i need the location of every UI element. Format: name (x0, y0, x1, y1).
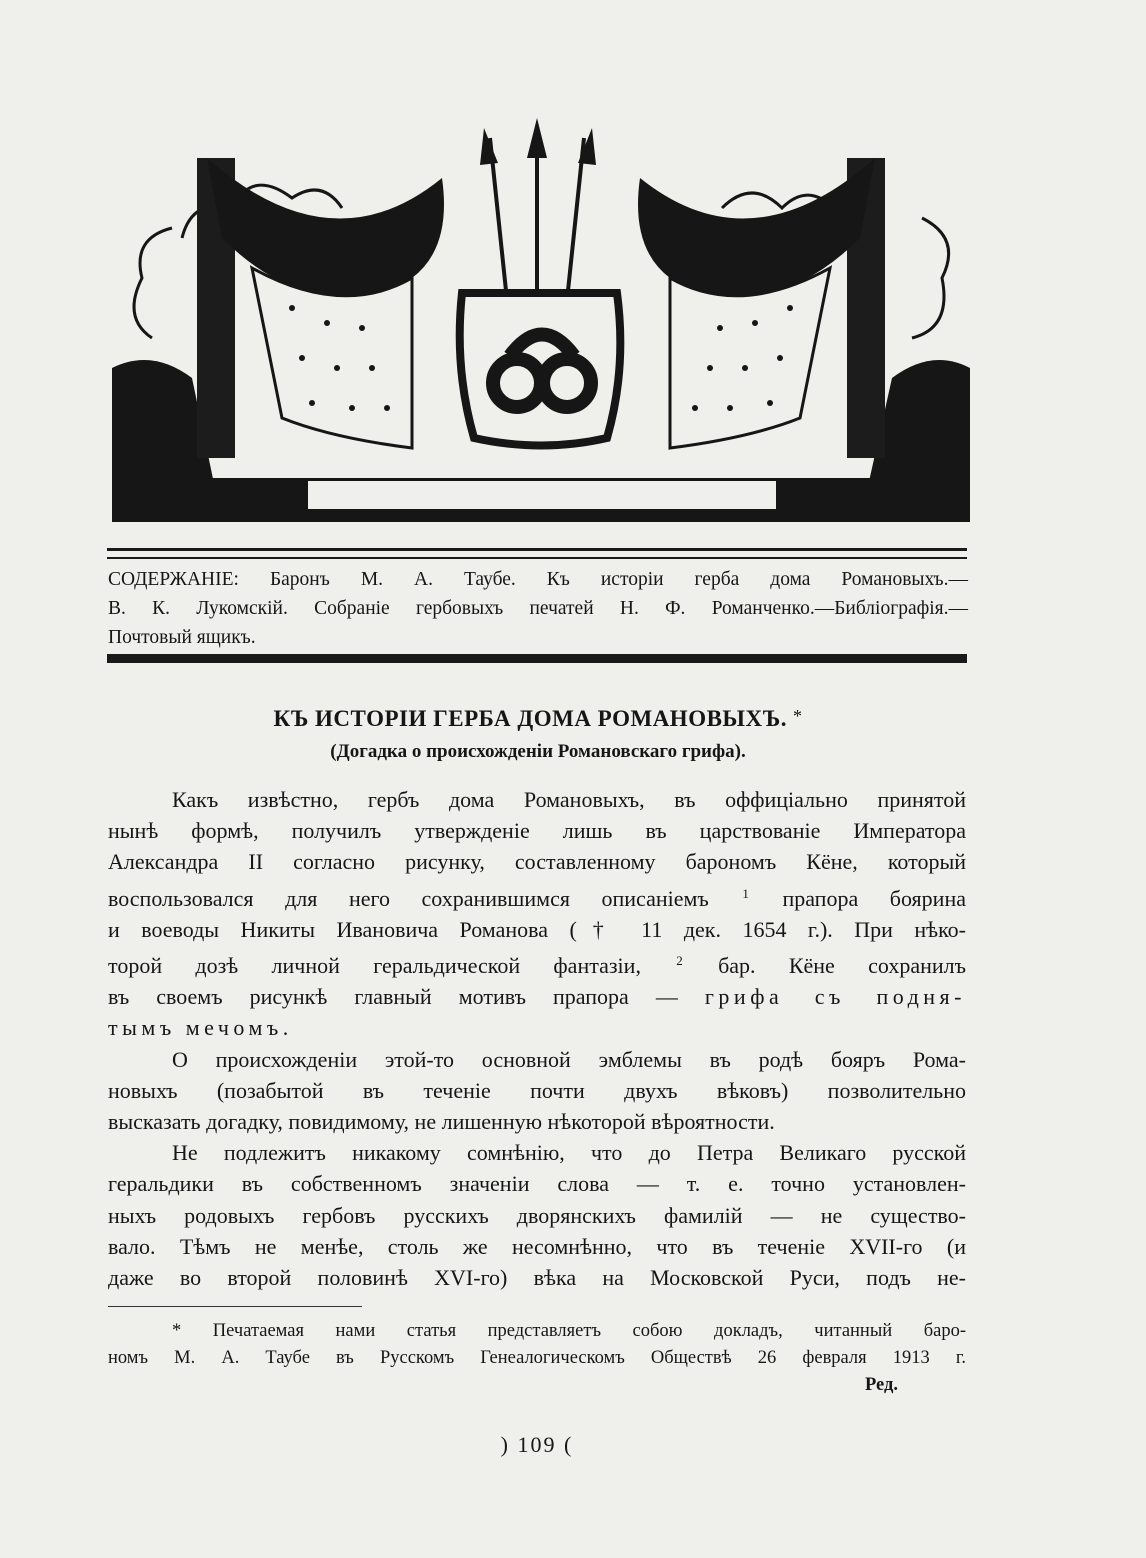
body-line: Не подлежитъ никакому сомнѣнiю, что до Петра Великаго русской (172, 1140, 966, 1166)
body-line (108, 878, 966, 914)
body-line: вало. Тѣмъ не менѣе, столь же несомнѣнно, что въ теченiе XVII-го (и (108, 1233, 966, 1259)
body-emphasis: грифа съ подня- (704, 984, 967, 1010)
body-emphasis: тымъ мечомъ. (108, 1015, 293, 1041)
body-line: нынѣ формѣ, получилъ утвержденiе лишь въ царствованiе Императора (108, 818, 966, 844)
footnote-ref: 1 (742, 885, 749, 901)
body-line: и воеводы Никиты Ивановича Романова († 11 дек. 1654 г.). При нѣко- (108, 916, 966, 942)
footnote-line: номъ М. А. Таубе въ Русскомъ Генеалогическомъ Обществѣ 26 февраля 1913 г. (108, 1348, 966, 1368)
article-subtitle: (Догадка о происхожденiи Романовскаго грифа). (330, 741, 746, 762)
body-line: Александра II согласно рисунку, составленному барономъ Кёне, который (108, 849, 966, 875)
body-text: бар. Кёне сохранилъ (718, 953, 967, 979)
body-text: въ своемъ рисункѣ главный мотивъ прапора — (108, 984, 678, 1010)
contents-line: Почтовый ящикъ. (108, 627, 256, 648)
footnote (108, 1318, 966, 1399)
contents-top-rule-2 (107, 557, 967, 559)
footnote-ref: 2 (676, 953, 683, 969)
body-text: воспользовался для него сохранившимся описанiемъ (108, 885, 709, 911)
article-body (108, 784, 966, 1293)
body-line (108, 945, 966, 981)
body-line: Какъ извѣстно, гербъ дома Романовыхъ, въ оффицiально принятой (172, 787, 966, 812)
footnote-line: * Печатаемая нами статья представляетъ собою докладъ, читанный баро- (172, 1321, 966, 1341)
footnote-rule (108, 1306, 362, 1307)
footnote-signature: Ред. (864, 1375, 898, 1395)
page-number: ) 109 ( (500, 1432, 574, 1457)
body-line: О происхожденiи этой-то основной эмблемы въ родѣ бояръ Рома- (172, 1046, 966, 1072)
body-line: новыхъ (позабытой въ теченiе почти двухъ вѣковъ) позволительно (108, 1077, 966, 1103)
body-text: торой дозѣ личной геральдической фантазiи, (108, 953, 641, 979)
artist-monogram: ГН 13 (122, 365, 153, 379)
body-line: ныхъ родовыхъ гербовъ русскихъ дворянскихъ фамилiй — не существо- (108, 1202, 966, 1228)
body-line: геральдики въ собственномъ значенiи слова — т. е. точно установлен- (108, 1171, 966, 1197)
footnote-marker: * (792, 706, 803, 726)
body-text: прапора боярина (782, 885, 966, 911)
body-line: даже во второй половинѣ XVI-го) вѣка на Московской Руси, подъ не- (108, 1265, 966, 1291)
headpiece-illustration (112, 118, 970, 522)
coat-of-arms-engraving (112, 118, 970, 522)
contents-line: В. К. Лукомскiй. Собранiе гербовыхъ печатей Н. Ф. Романченко.—Библiографiя.— (108, 598, 968, 619)
contents-box (108, 565, 968, 652)
body-line: высказать догадку, повидимому, не лишенную нѣкоторой вѣроятности. (108, 1109, 775, 1135)
article-title (108, 706, 968, 732)
contents-bottom-rule (107, 654, 967, 663)
contents-top-rule (107, 548, 967, 551)
contents-line: СОДЕРЖАНIЕ: Баронъ М. А. Таубе. Къ исторiи герба дома Романовыхъ.— (108, 569, 968, 590)
body-line (108, 981, 966, 1012)
article-title-text: КЪ ИСТОРIИ ГЕРБА ДОМА РОМАНОВЫХЪ. (273, 706, 787, 731)
